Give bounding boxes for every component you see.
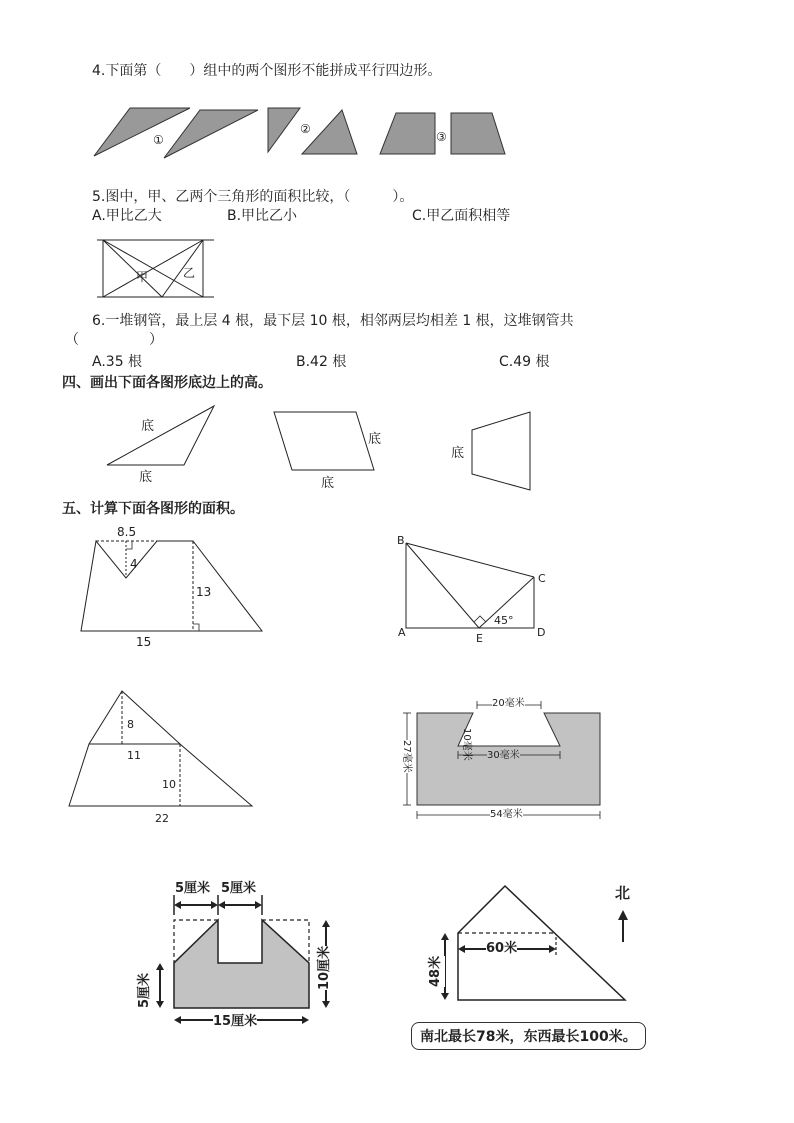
s4-base-2a: 底: [368, 432, 382, 447]
fig3-d: 22: [155, 812, 169, 825]
s4-base-1a: 底: [141, 419, 155, 434]
fig3-c: 10: [162, 778, 176, 791]
fig5-base: 15厘米: [213, 1014, 258, 1029]
fig1-top: 8.5: [117, 525, 137, 539]
fig3-b: 11: [127, 749, 141, 762]
fig5-right-h: 10厘米: [317, 945, 332, 990]
fig3-a: 8: [127, 718, 134, 731]
fig6-note: 南北最长78米，东西最长100米。: [411, 1022, 646, 1050]
s4-base-2b: 底: [321, 476, 335, 491]
q5-option-a: A.甲比乙大: [92, 208, 162, 224]
fig4-top: 20毫米: [492, 698, 525, 709]
fig2-c: C: [538, 572, 546, 585]
q5-label-jia: 甲: [136, 270, 149, 284]
fig4-height: 27毫米: [401, 740, 412, 773]
q5-option-c: C.甲乙面积相等: [412, 208, 511, 224]
q4-label-2: ②: [300, 122, 311, 136]
fig5-right-gap: 5厘米: [221, 881, 257, 896]
q6-option-b: B.42 根: [296, 354, 347, 370]
q5-option-b: B.甲比乙小: [227, 208, 298, 224]
fig2-b: B: [397, 534, 405, 547]
q4-label-3: ③: [436, 130, 447, 144]
q6-option-a: A.35 根: [92, 354, 143, 370]
section4-title: 四、画出下面各图形底边上的高。: [62, 375, 272, 391]
q6-option-c: C.49 根: [499, 354, 550, 370]
fig1-bottom: 15: [136, 635, 152, 649]
q4-label-1: ①: [153, 133, 164, 147]
fig6-width: 60米: [486, 941, 518, 956]
fig4-bottom: 30毫米: [487, 750, 520, 761]
fig4-width: 54毫米: [490, 809, 523, 820]
fig5-left-gap: 5厘米: [175, 881, 211, 896]
fig6-height: 48米: [428, 955, 443, 987]
section5-title: 五、计算下面各图形的面积。: [62, 501, 244, 517]
fig6-north: 北: [615, 884, 631, 902]
fig4-depth: 10毫米: [461, 728, 472, 761]
q4-text: 4.下面第（ ）组中的两个图形不能拼成平行四边形。: [92, 63, 442, 79]
fig5-left-h: 5厘米: [137, 972, 152, 1008]
fig2-angle: 45°: [494, 614, 514, 627]
fig1-depth: 4: [130, 557, 138, 571]
fig2-e: E: [476, 632, 483, 645]
fig1-height: 13: [196, 585, 212, 599]
s4-base-1b: 底: [139, 470, 153, 485]
fig2-a: A: [398, 626, 406, 639]
q5-label-yi: 乙: [183, 266, 196, 280]
fig2-d: D: [537, 626, 546, 639]
q5-text: 5.图中，甲、乙两个三角形的面积比较，（ ）。: [92, 189, 414, 205]
s4-base-3: 底: [451, 446, 465, 461]
q6-line1: 6.一堆钢管，最上层 4 根，最下层 10 根，相邻两层均相差 1 根，这堆钢管共: [92, 313, 574, 329]
q6-line2: （ ）: [65, 332, 163, 348]
